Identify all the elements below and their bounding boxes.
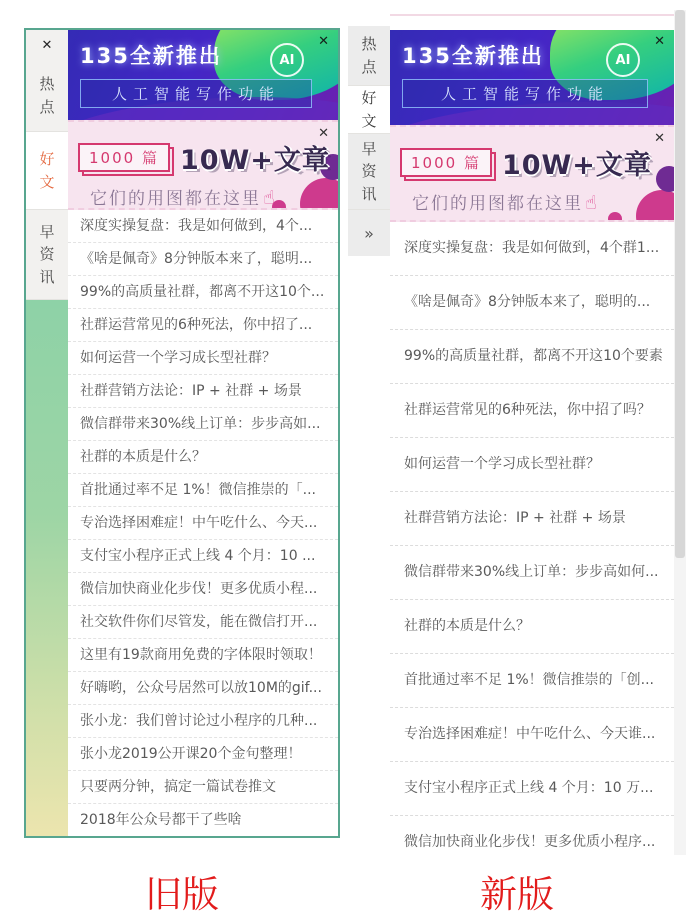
close-icon[interactable]: ✕ [654,34,665,49]
banner-subline [412,189,664,214]
article-item[interactable]: 社群营销方法论：IP + 社群 + 场景 [390,492,674,546]
tab-morning-news[interactable] [348,134,390,210]
article-item[interactable]: 支付宝小程序正式上线 4 个月：10 ... [68,540,338,573]
article-item[interactable]: 社群运营常见的6种死法，你中招了... [68,309,338,342]
old-version-caption: 旧版 [145,873,219,916]
article-item[interactable]: 好嗨哟，公众号居然可以放10M的gif... [68,672,338,705]
tab-hot-label: 热点 [39,75,55,116]
article-item[interactable]: 99%的高质量社群，都离不开这10个... [68,276,338,309]
scrollbar-thumb[interactable] [675,10,685,558]
ai-writing-banner[interactable] [390,30,674,125]
article-item[interactable]: 深度实操复盘：我是如何做到，4个... [68,210,338,243]
new-version-caption: 新版 [480,873,554,916]
tab-good-articles[interactable] [348,86,390,134]
ai-banner-title: 135全新推出 [402,44,544,68]
article-images-banner[interactable] [68,120,338,210]
article-item[interactable]: 张小龙2019公开课20个金句整理！ [68,738,338,771]
new-article-list [390,222,674,855]
tab-morning-news-label: 早资讯 [39,222,55,286]
tab-hot[interactable] [26,60,68,132]
banner-subline [90,184,328,209]
article-item[interactable]: 《啥是佩奇》8分钟版本来了，聪明... [68,243,338,276]
tab-good-articles[interactable] [26,132,68,210]
article-item[interactable]: 社群营销方法论：IP + 社群 + 场景 [68,375,338,408]
article-item[interactable]: 如何运营一个学习成长型社群？ [390,438,674,492]
article-item[interactable]: 深度实操复盘：我是如何做到，4个群1... [390,222,674,276]
close-icon[interactable]: ✕ [26,30,68,60]
banner-subline-text: 它们的用图都在这里 [412,194,583,214]
ai-head-icon: AI [270,43,304,77]
article-item[interactable]: 社群的本质是什么？ [68,441,338,474]
old-version-panel [24,28,340,838]
article-item[interactable]: 99%的高质量社群，都离不开这10个要素 [390,330,674,384]
scrollbar-track[interactable] [674,10,686,855]
tab-morning-news[interactable] [26,210,68,300]
article-item[interactable]: 专治选择困难症！中午吃什么、今天谁... [390,708,674,762]
close-icon[interactable]: ✕ [318,126,329,141]
article-item[interactable]: 微信加快商业化步伐！更多优质小程... [68,573,338,606]
article-item[interactable]: 如何运营一个学习成长型社群？ [68,342,338,375]
sidebar-gradient-decoration [26,300,68,836]
tab-good-articles-label: 好文 [361,89,377,130]
close-icon[interactable]: ✕ [318,34,329,49]
article-item[interactable]: 专治选择困难症！中午吃什么、今天... [68,507,338,540]
ai-head-icon: AI [606,43,640,77]
article-item[interactable]: 只要两分钟，搞定一篇试卷推文 [68,771,338,804]
new-version-panel [348,10,686,855]
close-icon[interactable]: ✕ [654,131,665,146]
new-sidebar [348,10,390,855]
ai-banner-subtitle: 人工智能写作功能 [80,79,312,108]
banner-headline: 10W+文章 [179,145,330,176]
banner-subline-text: 它们的用图都在这里 [90,189,261,209]
article-item[interactable]: 《啥是佩奇》8分钟版本来了，聪明的... [390,276,674,330]
pink-topline-decoration [390,14,674,16]
article-item[interactable]: 首批通过率不足 1%！微信推崇的「... [68,474,338,507]
article-item[interactable]: 微信加快商业化步伐！更多优质小程序... [390,816,674,855]
old-article-list [68,210,338,836]
article-item[interactable]: 2018年公众号都干了些啥 [68,804,338,836]
article-item[interactable]: 社群运营常见的6种死法，你中招了吗？ [390,384,674,438]
ai-writing-banner[interactable] [68,30,338,120]
hand-pointer-icon: ☝ [585,192,597,214]
article-item[interactable]: 张小龙：我们曾讨论过小程序的几种... [68,705,338,738]
new-content [390,10,674,855]
article-item[interactable]: 社群的本质是什么？ [390,600,674,654]
collapse-chevron-icon[interactable]: » [348,210,390,256]
article-item[interactable]: 微信群带来30%线上订单：步步高如... [68,408,338,441]
tab-good-articles-label: 好文 [39,150,55,191]
ai-banner-title: 135全新推出 [80,44,222,68]
badge-1000-articles: 1000 篇 [400,148,492,177]
article-item[interactable]: 支付宝小程序正式上线 4 个月：10 万... [390,762,674,816]
badge-1000-articles: 1000 篇 [78,143,170,172]
hand-pointer-icon: ☝ [263,187,275,209]
article-item[interactable]: 这里有19款商用免费的字体限时领取！ [68,639,338,672]
old-content [68,30,338,836]
ai-banner-subtitle: 人工智能写作功能 [402,79,648,108]
tab-hot[interactable] [348,26,390,86]
article-images-banner[interactable] [390,125,674,222]
tab-morning-news-label: 早资讯 [361,139,377,203]
article-item[interactable]: 微信群带来30%线上订单：步步高如何... [390,546,674,600]
tab-hot-label: 热点 [361,35,377,76]
article-item[interactable]: 社交软件你们尽管发，能在微信打开... [68,606,338,639]
banner-headline: 10W+文章 [501,150,652,181]
old-sidebar [26,30,68,836]
article-item[interactable]: 首批通过率不足 1%！微信推崇的「创... [390,654,674,708]
